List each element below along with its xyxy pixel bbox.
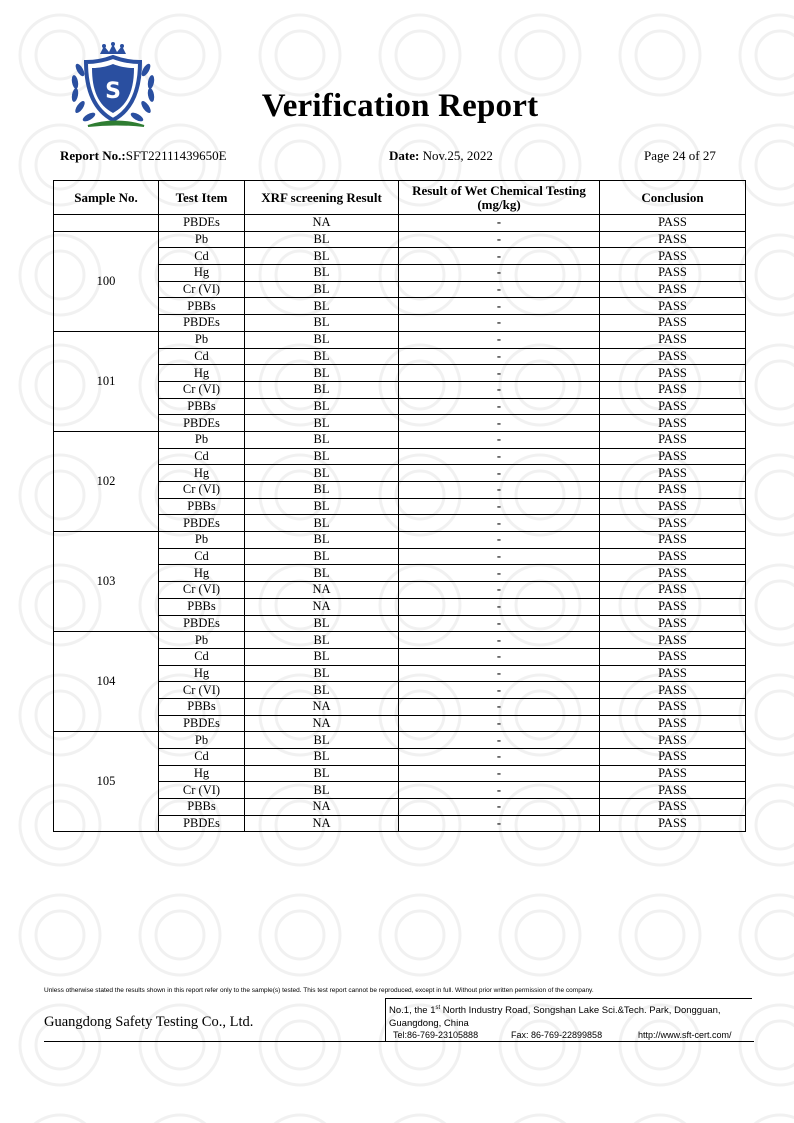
results-table <box>53 180 746 832</box>
test-item-cell: Cd <box>159 348 245 365</box>
wet-result-cell: - <box>399 331 600 348</box>
conclusion-cell: PASS <box>600 799 746 816</box>
sample-number-cell: 102 <box>54 431 159 531</box>
sample-number-cell: 105 <box>54 732 159 832</box>
address-part-1: No.1, the 1 <box>389 1005 436 1017</box>
sample-number-cell: 101 <box>54 331 159 431</box>
disclaimer-text: Unless otherwise stated the results shown in this report refer only to the sample(s) tested. This test report cannot be reproduced, except in full. Without prior written permission of the company. <box>44 987 594 994</box>
address-part-2: North Industry Road, Songshan Lake Sci.&Tech. Park, Dongguan, Guangdong, China <box>389 1005 721 1030</box>
table-row <box>54 331 746 348</box>
conclusion-cell: PASS <box>600 648 746 665</box>
test-item-cell: Pb <box>159 231 245 248</box>
report-date-label: Date: <box>389 148 420 163</box>
table-row <box>54 632 746 649</box>
svg-text:S: S <box>105 79 121 104</box>
xrf-result-cell: NA <box>245 799 399 816</box>
conclusion-cell: PASS <box>600 598 746 615</box>
wet-result-cell: - <box>399 265 600 282</box>
wet-result-cell: - <box>399 598 600 615</box>
xrf-result-cell: BL <box>245 465 399 482</box>
xrf-result-cell: BL <box>245 298 399 315</box>
conclusion-cell: PASS <box>600 231 746 248</box>
conclusion-cell: PASS <box>600 749 746 766</box>
test-item-cell: Cd <box>159 248 245 265</box>
report-number <box>60 148 227 164</box>
test-item-cell: Cr (VI) <box>159 782 245 799</box>
xrf-result-cell: BL <box>245 548 399 565</box>
xrf-result-cell: BL <box>245 398 399 415</box>
test-item-cell: PBBs <box>159 498 245 515</box>
xrf-result-cell: BL <box>245 565 399 582</box>
xrf-result-cell: BL <box>245 248 399 265</box>
conclusion-cell: PASS <box>600 215 746 232</box>
test-item-cell: Cr (VI) <box>159 281 245 298</box>
test-item-cell: PBBs <box>159 298 245 315</box>
sft-crest-logo <box>66 40 160 134</box>
xrf-result-cell: NA <box>245 698 399 715</box>
test-item-cell: PBDEs <box>159 615 245 632</box>
wet-result-cell: - <box>399 615 600 632</box>
test-item-cell: Hg <box>159 265 245 282</box>
conclusion-cell: PASS <box>600 281 746 298</box>
conclusion-cell: PASS <box>600 381 746 398</box>
xrf-result-cell: BL <box>245 231 399 248</box>
wet-result-cell: - <box>399 698 600 715</box>
test-item-cell: PBBs <box>159 799 245 816</box>
test-item-cell: PBDEs <box>159 215 245 232</box>
table-header-row <box>54 181 746 215</box>
test-item-cell: PBBs <box>159 698 245 715</box>
test-item-cell: PBBs <box>159 398 245 415</box>
xrf-result-cell: NA <box>245 715 399 732</box>
company-fax: Fax: 86-769-22899858 <box>511 1030 603 1040</box>
column-header-test-item: Test Item <box>159 181 245 215</box>
test-item-cell: Cr (VI) <box>159 582 245 599</box>
xrf-result-cell: BL <box>245 381 399 398</box>
conclusion-cell: PASS <box>600 582 746 599</box>
wet-result-cell: - <box>399 565 600 582</box>
test-item-cell: Pb <box>159 632 245 649</box>
report-date-value: Nov.25, 2022 <box>422 148 493 163</box>
wet-result-cell: - <box>399 465 600 482</box>
wet-result-cell: - <box>399 732 600 749</box>
xrf-result-cell: BL <box>245 331 399 348</box>
conclusion-cell: PASS <box>600 398 746 415</box>
wet-result-cell: - <box>399 215 600 232</box>
conclusion-cell: PASS <box>600 682 746 699</box>
xrf-result-cell: BL <box>245 532 399 549</box>
sample-number-cell: 104 <box>54 632 159 732</box>
test-item-cell: Hg <box>159 765 245 782</box>
conclusion-cell: PASS <box>600 565 746 582</box>
wet-result-cell: - <box>399 348 600 365</box>
company-website: http://www.sft-cert.com/ <box>638 1030 732 1040</box>
report-date <box>389 148 493 164</box>
wet-result-cell: - <box>399 398 600 415</box>
xrf-result-cell: BL <box>245 632 399 649</box>
conclusion-cell: PASS <box>600 698 746 715</box>
results-body <box>54 215 746 832</box>
wet-result-cell: - <box>399 431 600 448</box>
xrf-result-cell: BL <box>245 315 399 332</box>
xrf-result-cell: BL <box>245 615 399 632</box>
wet-result-cell: - <box>399 815 600 832</box>
wet-result-cell: - <box>399 498 600 515</box>
wet-result-cell: - <box>399 532 600 549</box>
test-item-cell: PBBs <box>159 598 245 615</box>
wet-result-cell: - <box>399 682 600 699</box>
wet-result-cell: - <box>399 248 600 265</box>
xrf-result-cell: BL <box>245 765 399 782</box>
wet-result-cell: - <box>399 482 600 499</box>
footer-divider-bottom <box>44 1041 754 1042</box>
wet-result-cell: - <box>399 582 600 599</box>
conclusion-cell: PASS <box>600 248 746 265</box>
xrf-result-cell: BL <box>245 782 399 799</box>
xrf-result-cell: NA <box>245 598 399 615</box>
xrf-result-cell: BL <box>245 431 399 448</box>
wet-result-cell: - <box>399 515 600 532</box>
xrf-result-cell: BL <box>245 415 399 432</box>
wet-result-cell: - <box>399 782 600 799</box>
conclusion-cell: PASS <box>600 348 746 365</box>
xrf-result-cell: BL <box>245 365 399 382</box>
test-item-cell: Cd <box>159 448 245 465</box>
xrf-result-cell: BL <box>245 648 399 665</box>
wet-result-cell: - <box>399 648 600 665</box>
footer-divider-top <box>386 998 752 999</box>
wet-result-cell: - <box>399 799 600 816</box>
sample-number-cell: 100 <box>54 231 159 331</box>
conclusion-cell: PASS <box>600 365 746 382</box>
conclusion-cell: PASS <box>600 448 746 465</box>
xrf-result-cell: BL <box>245 682 399 699</box>
xrf-result-cell: BL <box>245 665 399 682</box>
report-number-label: Report No.: <box>60 148 126 163</box>
conclusion-cell: PASS <box>600 665 746 682</box>
test-item-cell: Pb <box>159 431 245 448</box>
test-item-cell: Cr (VI) <box>159 682 245 699</box>
conclusion-cell: PASS <box>600 431 746 448</box>
wet-result-cell: - <box>399 548 600 565</box>
test-item-cell: Cr (VI) <box>159 381 245 398</box>
column-header-conclusion: Conclusion <box>600 181 746 215</box>
address-superscript: st <box>435 1005 441 1011</box>
column-header-sample: Sample No. <box>54 181 159 215</box>
table-row <box>54 231 746 248</box>
conclusion-cell: PASS <box>600 465 746 482</box>
wet-result-cell: - <box>399 715 600 732</box>
test-item-cell: Cd <box>159 648 245 665</box>
conclusion-cell: PASS <box>600 532 746 549</box>
conclusion-cell: PASS <box>600 732 746 749</box>
conclusion-cell: PASS <box>600 415 746 432</box>
conclusion-cell: PASS <box>600 498 746 515</box>
table-row <box>54 431 746 448</box>
conclusion-cell: PASS <box>600 765 746 782</box>
wet-result-cell: - <box>399 281 600 298</box>
wet-result-cell: - <box>399 315 600 332</box>
test-item-cell: PBDEs <box>159 515 245 532</box>
wet-result-cell: - <box>399 448 600 465</box>
test-item-cell: Cd <box>159 548 245 565</box>
xrf-result-cell: NA <box>245 582 399 599</box>
column-header-xrf: XRF screening Result <box>245 181 399 215</box>
table-row <box>54 532 746 549</box>
conclusion-cell: PASS <box>600 615 746 632</box>
xrf-result-cell: BL <box>245 515 399 532</box>
page-number: Page 24 of 27 <box>644 148 716 163</box>
conclusion-cell: PASS <box>600 782 746 799</box>
conclusion-cell: PASS <box>600 265 746 282</box>
test-item-cell: PBDEs <box>159 315 245 332</box>
test-item-cell: Hg <box>159 465 245 482</box>
wet-result-cell: - <box>399 765 600 782</box>
wet-result-cell: - <box>399 632 600 649</box>
xrf-result-cell: BL <box>245 482 399 499</box>
test-item-cell: Cd <box>159 749 245 766</box>
conclusion-cell: PASS <box>600 298 746 315</box>
xrf-result-cell: BL <box>245 281 399 298</box>
sample-number-cell: 103 <box>54 532 159 632</box>
conclusion-cell: PASS <box>600 331 746 348</box>
wet-result-cell: - <box>399 298 600 315</box>
xrf-result-cell: BL <box>245 448 399 465</box>
conclusion-cell: PASS <box>600 515 746 532</box>
wet-result-cell: - <box>399 415 600 432</box>
test-item-cell: PBDEs <box>159 815 245 832</box>
wet-result-cell: - <box>399 381 600 398</box>
test-item-cell: Hg <box>159 365 245 382</box>
company-name: Guangdong Safety Testing Co., Ltd. <box>44 1014 254 1030</box>
footer-divider-vertical <box>385 998 386 1041</box>
page-title: Verification Report <box>261 88 539 124</box>
wet-result-cell: - <box>399 231 600 248</box>
test-item-cell: Pb <box>159 532 245 549</box>
xrf-result-cell: BL <box>245 749 399 766</box>
wet-result-cell: - <box>399 749 600 766</box>
conclusion-cell: PASS <box>600 315 746 332</box>
test-item-cell: Hg <box>159 565 245 582</box>
test-item-cell: PBDEs <box>159 415 245 432</box>
table-row <box>54 732 746 749</box>
xrf-result-cell: BL <box>245 348 399 365</box>
wet-result-cell: - <box>399 365 600 382</box>
test-item-cell: PBDEs <box>159 715 245 732</box>
conclusion-cell: PASS <box>600 815 746 832</box>
xrf-result-cell: NA <box>245 215 399 232</box>
report-number-value: SFT22111439650E <box>125 148 227 163</box>
xrf-result-cell: BL <box>245 498 399 515</box>
conclusion-cell: PASS <box>600 632 746 649</box>
xrf-result-cell: BL <box>245 732 399 749</box>
column-header-wet-chemical: Result of Wet Chemical Testing (mg/kg) <box>399 181 600 215</box>
xrf-result-cell: NA <box>245 815 399 832</box>
conclusion-cell: PASS <box>600 715 746 732</box>
test-item-cell: Pb <box>159 732 245 749</box>
xrf-result-cell: BL <box>245 265 399 282</box>
test-item-cell: Cr (VI) <box>159 482 245 499</box>
sample-cell <box>54 215 159 232</box>
company-address <box>389 1002 751 1030</box>
table-row <box>54 215 746 232</box>
wet-result-cell: - <box>399 665 600 682</box>
company-tel: Tel:86-769-23105888 <box>393 1030 479 1040</box>
test-item-cell: Hg <box>159 665 245 682</box>
test-item-cell: Pb <box>159 331 245 348</box>
conclusion-cell: PASS <box>600 482 746 499</box>
conclusion-cell: PASS <box>600 548 746 565</box>
